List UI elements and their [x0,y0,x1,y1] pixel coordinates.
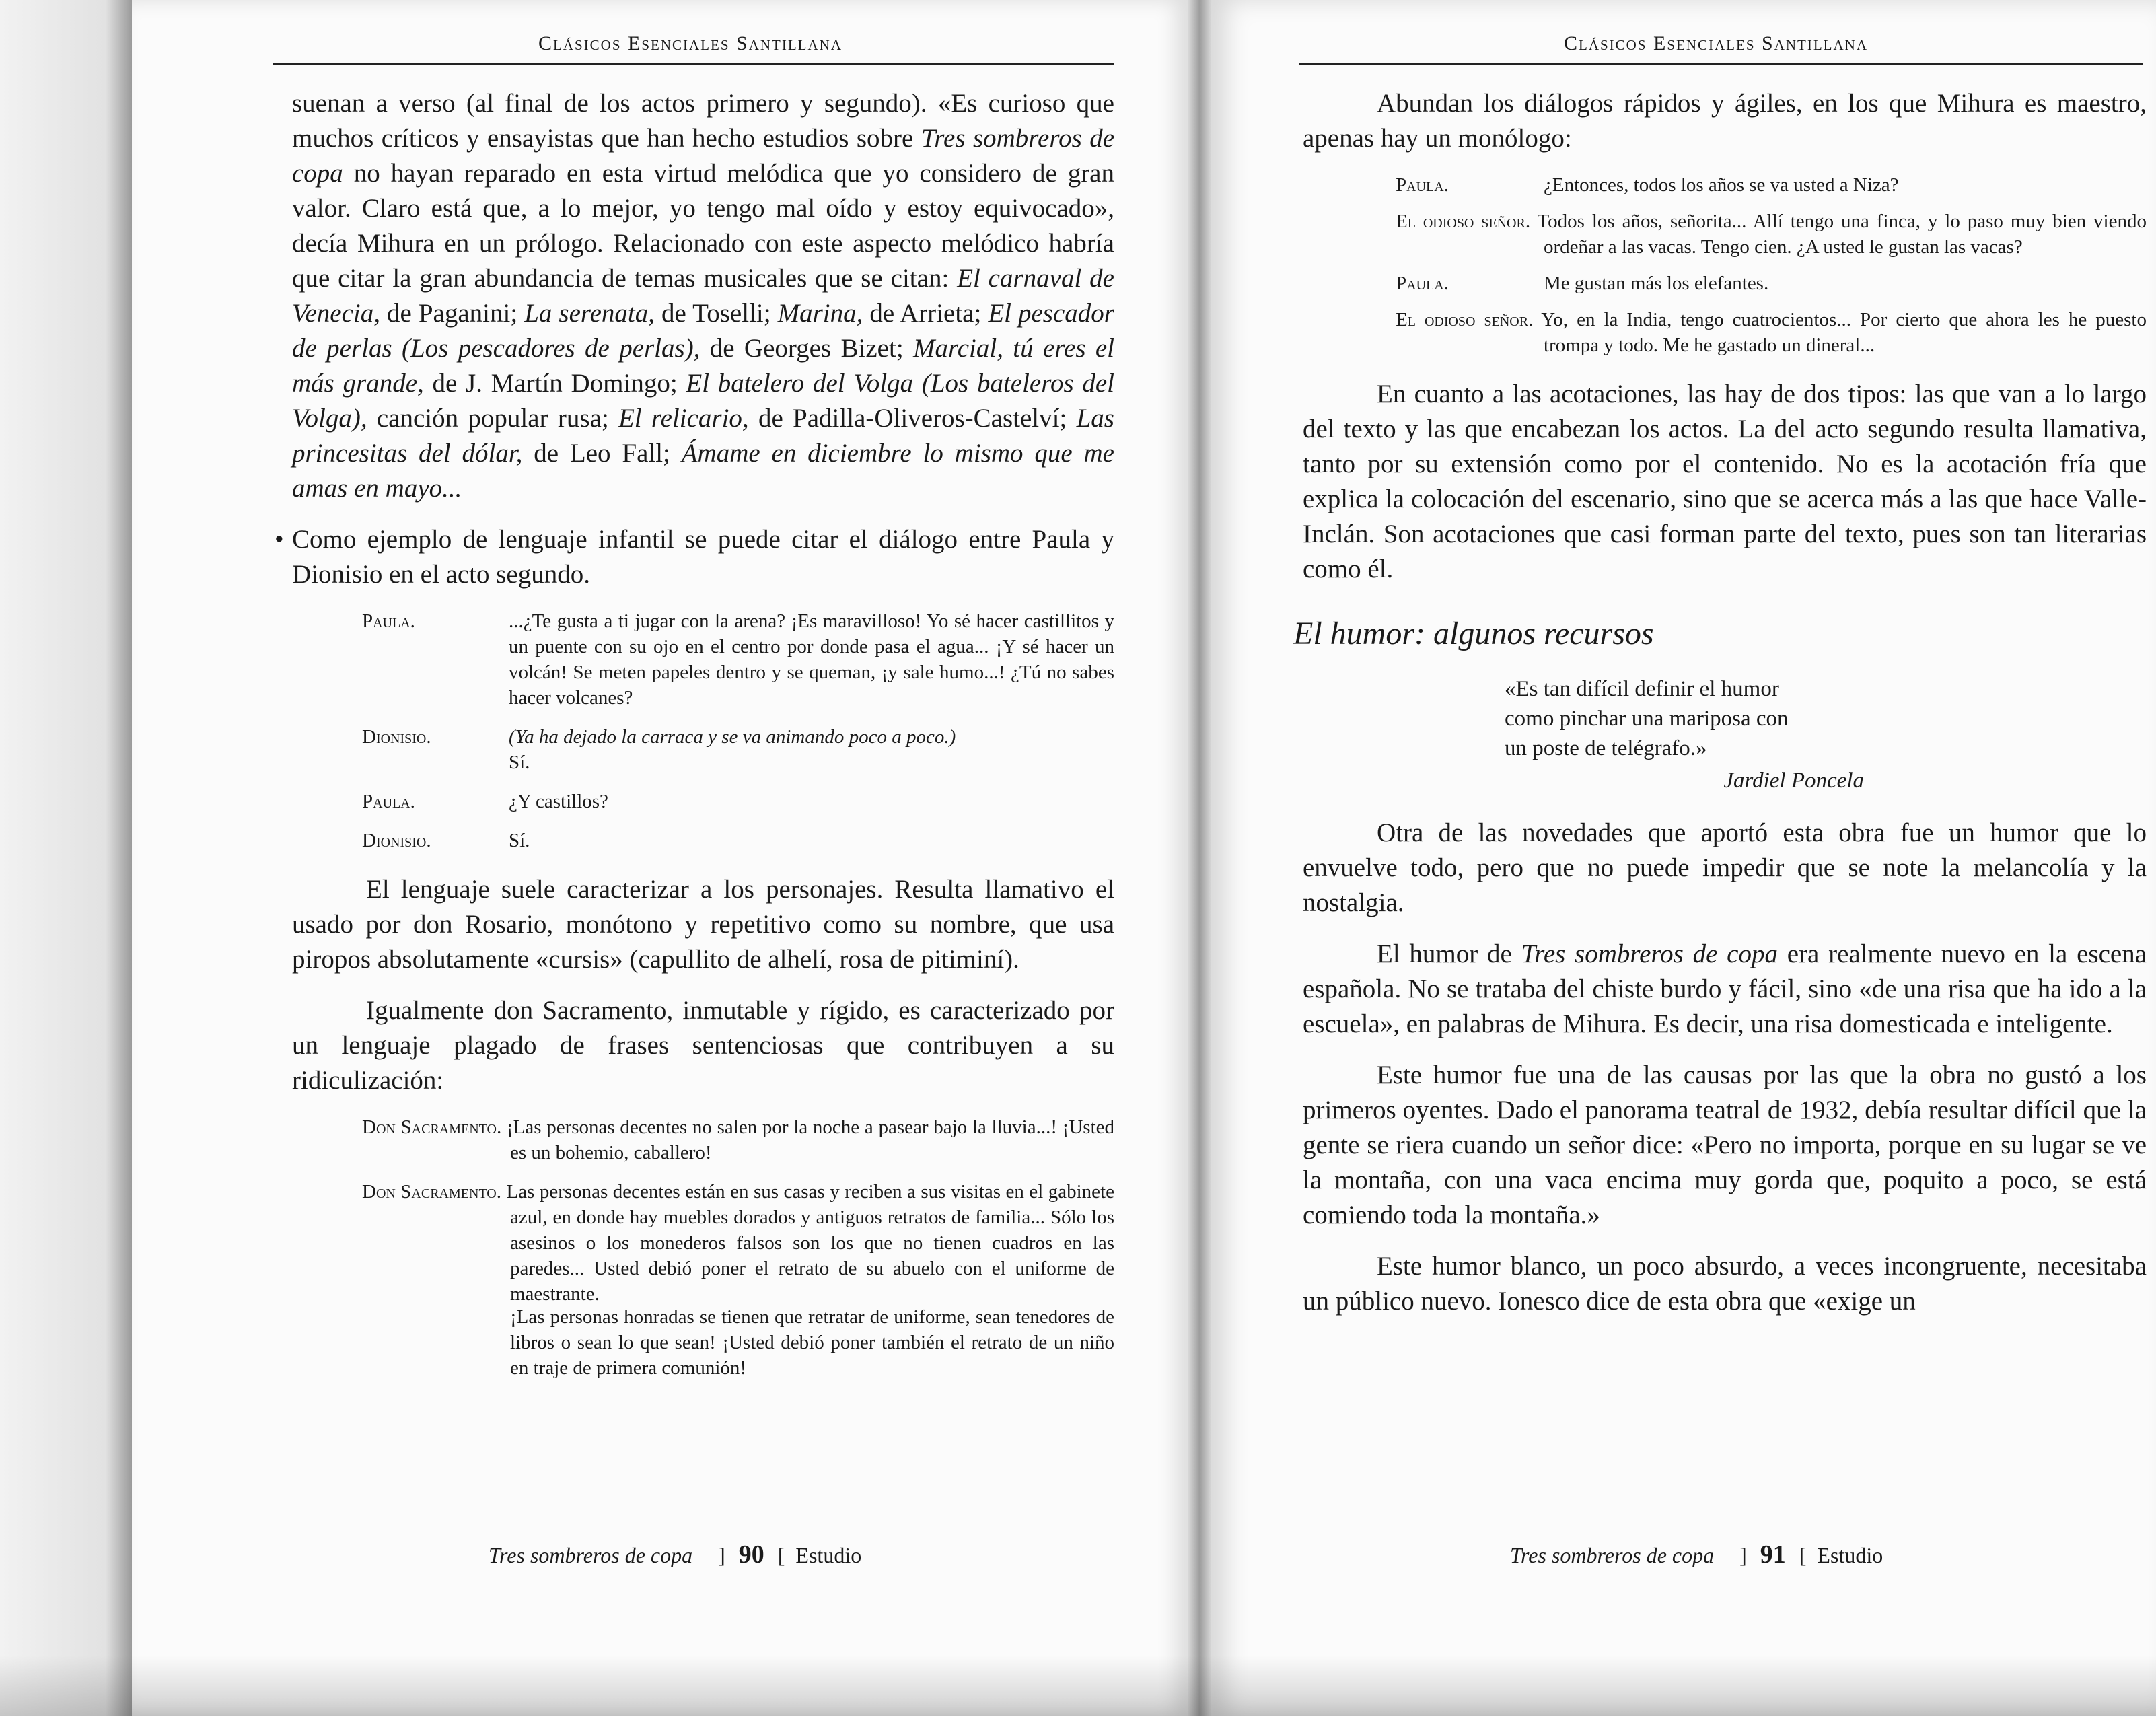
right-page-body [1293,86,2147,1335]
footer-bracket: ] [718,1543,725,1567]
dialogue-line [362,608,1114,711]
footer-bracket: [ [777,1543,785,1567]
speaker-name: Don Sacramento. [362,1181,501,1203]
dialogue-text: ...¿Te gusta a ti jugar con la arena? ¡Es maravilloso! Yo sé hacer castillitos y un puente con su ojo en el centro por donde pasa el agua... ¡Y sé hacer un volcán! Se meten papeles dentro y se queman, ¡y sale humo...! ¿Tú no sabes hacer volcanes? [509,610,1114,709]
page-number: 91 [1760,1540,1786,1569]
speaker-name: Don Sacramento. [362,1116,502,1138]
dialogue-line [362,1179,1114,1307]
dialogue-text: Sí. [509,752,530,773]
dialogue-text: Me gustan más los elefantes. [1544,273,1769,294]
dialogue-text: Todos los años, señorita... Allí tengo una finca, y lo paso muy bien viendo ordeñar a las vacas. Tengo cien. ¿A usted le gustan las vacas? [1537,211,2147,258]
paragraph: El lenguaje suele caracterizar a los personajes. Resulta llamativo el usado por don Rosario, monótono y repetitivo como su nombre, que usa piropos absolutamente «cursis» (capullito de alhelí, rosa de pitiminí). [292,875,1114,974]
paragraph: Otra de las novedades que aportó esta obra fue un humor que lo envuelve todo, pero que no puede impedir que se note la melancolía y la nostalgia. [1303,818,2147,917]
footer-section: Estudio [795,1543,862,1567]
header-rule [1299,63,2143,65]
stage-direction: (Ya ha dejado la carraca y se va animando poco a poco.) [509,726,956,748]
dialogue-line [362,724,1114,775]
paragraph: suenan a verso (al final de los actos primero y segundo). «Es curioso que muchos críticos y ensayistas que han hecho estudios sobre Tres sombreros de copa no hayan reparado en esta virtud melódica que yo considero de gran valor. Claro está que, a lo mejor, yo tengo mal oído y estoy equivocado», decía Mihura en un prólogo. Relacionado con este aspecto melódico habría que citar la gran abundancia de temas musicales que se citan: El carnaval de Venecia, de Paganini; La serenata, de Toselli; Marina, de Arrieta; El pescador de perlas (Los pescadores de perlas), de Georges Bizet; Marcial, tú eres el más grande, de J. Martín Domingo; El batelero del Volga (Los bateleros del Volga), canción popular rusa; El relicario, de Padilla-Oliveros-Castelví; Las princesitas del dólar, de Leo Fall; Ámame en diciembre lo mismo que me amas en mayo... [292,89,1115,503]
dialogue-line [1396,172,2147,198]
scan-bottom-shadow [0,1655,2156,1716]
paragraph: Este humor blanco, un poco absurdo, a veces incongruente, necesitaba un público nuevo. Ionesco dice de esta obra que «exige un [1303,1252,2147,1316]
dialogue-text: ¿Y castillos? [509,791,608,812]
page-number: 90 [738,1540,764,1569]
left-page [132,0,1188,1716]
right-page [1211,0,2156,1716]
footer-section: Estudio [1817,1543,1883,1567]
bullet-icon: • [275,525,284,554]
page-footer [489,1540,861,1569]
epigraph-line: «Es tan difícil definir el humor [1505,677,1779,701]
epigraph-line: como pinchar una mariposa con [1505,707,1789,731]
speaker-name: Dionisio. [362,726,431,748]
left-page-body [275,86,1115,1400]
speaker-name: Paula. [1396,273,1449,294]
dialogue-text: ¡Las personas decentes no salen por la noche a pasear bajo la lluvia...! ¡Usted es un bohemio, caballero! [506,1116,1114,1164]
epigraph-author: Jardiel Poncela [1723,768,1864,793]
paragraph: El humor de Tres sombreros de copa era realmente nuevo en la escena española. No se trataba del chiste burdo y fácil, sino «de una risa que ha ido a la escuela», en palabras de Mihura. Es decir, una risa domesticada e inteligente. [1303,939,2147,1038]
dialogue-line [1396,209,2147,260]
book-gutter [1188,0,1211,1716]
speaker-name: Paula. [1396,174,1449,196]
dialogue-text: Las personas decentes están en sus casas y reciben a sus visitas en el gabinete azul, en donde hay muebles dorados y antiguos retratos de familia... Sólo los asesinos o los monederos falsos son los que no tienen cuadros en las paredes... Usted debió poner el retrato de su abuelo con el uniforme de maestrante. [506,1181,1114,1305]
dialogue-line [1396,307,2147,358]
footer-book-title: Tres sombreros de copa [1510,1543,1715,1567]
footer-book-title: Tres sombreros de copa [489,1543,693,1567]
dialogue-text: ¡Las personas honradas se tienen que retratar de uniforme, sean tenedores de libros o sean lo que sean! ¡Usted debió poner también el retrato de un niño en traje de primera comunión! [510,1306,1114,1379]
page-footer [1510,1540,1883,1569]
dialogue-excerpt [1303,172,2147,358]
footer-bracket: ] [1739,1543,1747,1567]
dialogue-excerpt [292,1114,1114,1381]
dialogue-text: Yo, en la India, tengo cuatrocientos... Por cierto que ahora les he puesto trompa y todo. Me he gastado un dineral... [1541,309,2147,356]
epigraph [1505,674,2147,795]
footer-bracket: [ [1799,1543,1807,1567]
running-head: Clásicos Esenciales Santillana [1563,32,1868,55]
dialogue-line [1396,271,2147,296]
speaker-name: Dionisio. [362,830,431,851]
running-head: Clásicos Esenciales Santillana [538,32,842,55]
dialogue-text: Sí. [509,830,530,851]
speaker-name: Paula. [362,610,415,632]
paragraph: Este humor fue una de las causas por las que la obra no gustó a los primeros oyentes. Dado el panorama teatral de 1932, debía resultar difícil que la gente se riera cuando un señor dice: «Pero no importa, porque en su lugar se ve la montaña, con una vaca encima muy gorda que, poquito a poco, se está comiendo toda la montaña.» [1303,1061,2147,1229]
dialogue-line [362,1114,1114,1166]
section-heading: El humor: algunos recursos [1293,616,1654,651]
speaker-name: El odioso señor. [1396,211,1531,232]
dialogue-line [362,789,1114,814]
speaker-name: Paula. [362,791,415,812]
epigraph-line: un poste de telégrafo.» [1505,736,1707,760]
paragraph: En cuanto a las acotaciones, las hay de dos tipos: las que van a lo largo del texto y las que encabezan los actos. La del acto segundo resulta llamativa, tanto por su extensión como por el contenido. No es la acotación fría que explica la colocación del escenario, sino que se acerca más a las que hace Valle-Inclán. Son acotaciones que casi forman parte del texto, pues son tan literarias como él. [1303,380,2147,583]
bullet-paragraph: • Como ejemplo de lenguaje infantil se puede citar el diálogo entre Paula y Dionisio en el acto segundo. [292,522,1114,592]
paragraph: Igualmente don Sacramento, inmutable y rígido, es caracterizado por un lenguaje plagado de frases sentenciosas que contribuyen a su ridiculización: [292,996,1114,1095]
dialogue-excerpt [292,608,1114,853]
page-edge-shadow [0,0,132,1716]
dialogue-line [362,828,1114,853]
header-rule [273,63,1114,65]
paragraph: Abundan los diálogos rápidos y ágiles, en los que Mihura es maestro, apenas hay un monólogo: [1303,89,2147,153]
speaker-name: El odioso señor. [1396,309,1534,330]
dialogue-text: ¿Entonces, todos los años se va usted a Niza? [1544,174,1899,196]
